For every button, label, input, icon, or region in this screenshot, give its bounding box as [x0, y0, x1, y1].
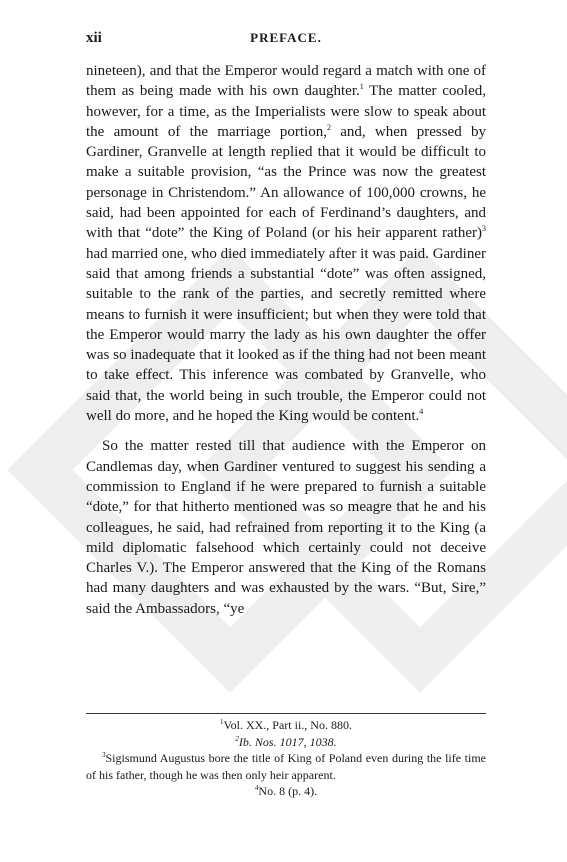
- page-number: xii: [86, 30, 102, 46]
- footnote-ref-4: 4: [419, 407, 424, 417]
- footnote-mark: 1: [220, 718, 224, 726]
- footnote-mark: 3: [102, 751, 106, 759]
- footnote-ref-3: 3: [482, 224, 486, 234]
- footnote-mark: 2: [235, 734, 239, 743]
- footnote-ref-2: 2: [326, 122, 331, 132]
- footnote-4: [86, 783, 486, 800]
- footnote-text: Vol. XX., Part ii., No. 880.: [223, 718, 352, 732]
- footnote-ref-1: 1: [359, 82, 364, 92]
- page-header: [86, 30, 486, 52]
- footnote-text: No. 8 (p. 4).: [258, 784, 318, 798]
- footnote-1: [86, 717, 486, 734]
- footnotes: [86, 717, 486, 800]
- paragraph-2: [86, 436, 486, 619]
- paragraph-2-text: So the matter rested till that audience with the Emperor on Candlemas day, when Gardiner ventured to suggest his sending a commission to England if he were prepared to furnish a suitable “dote,” for that hitherto mentioned was so meagre that he and his colleagues, he said, had refrained from reporting it to the King (a mild diplomatic falsehood which certainly could not deceive Charles V.). The Emperor answered that the King of the Romans had many daughters and was exhausted by the wars. “But, Sire,” said the Ambassadors, “ye: [86, 438, 486, 617]
- footnote-2: [86, 734, 486, 751]
- footnote-mark: 4: [254, 784, 259, 792]
- body-text: [86, 61, 486, 619]
- footnote-text: Sigismund Augustus bore the title of King of Poland even during the life time of his father, though he was then only heir apparent.: [86, 751, 486, 782]
- paragraph-1: [86, 61, 486, 426]
- footnote-text: Ib. Nos. 1017, 1038.: [238, 734, 337, 749]
- footnote-3: [86, 750, 486, 783]
- paragraph-1-text: had married one, who died immediately after it was paid. Gardiner said that among friends a substantial “dote” was often assigned, suitable to the rank of the parties, and secretly remitted where means to furnish it were insufficient; but when they were told that the Emperor would marry the lady as his own daughter the offer was so inadequate that it looked as if the thing had not been meant to take effect. This inference was combated by Granvelle, who said that, the world being in such trouble, the Emperor could not well do more, and he hoped the King would be content.: [86, 245, 486, 425]
- paragraph-1-text: The matter cooled, however, for a time, as the Imperialists were slow to speak about the amount of the marriage portion,: [86, 83, 486, 140]
- footnote-rule: [86, 713, 486, 714]
- running-head: PREFACE.: [250, 30, 322, 45]
- paragraph-1-text: nineteen), and that the Emperor would regard a match with one of them as being made with his own daughter.: [86, 63, 486, 100]
- paragraph-1-text: and, when pressed by Gardiner, Granvelle at length replied that it would be difficult to make a suitable provision, “as the Prince was now the greatest personage in Christendom.” An allowance of 100,000 crowns, he said, had been appointed for each of Ferdinand’s daughters, and with that “dote” the King of Poland (or his heir apparent rather): [86, 123, 486, 242]
